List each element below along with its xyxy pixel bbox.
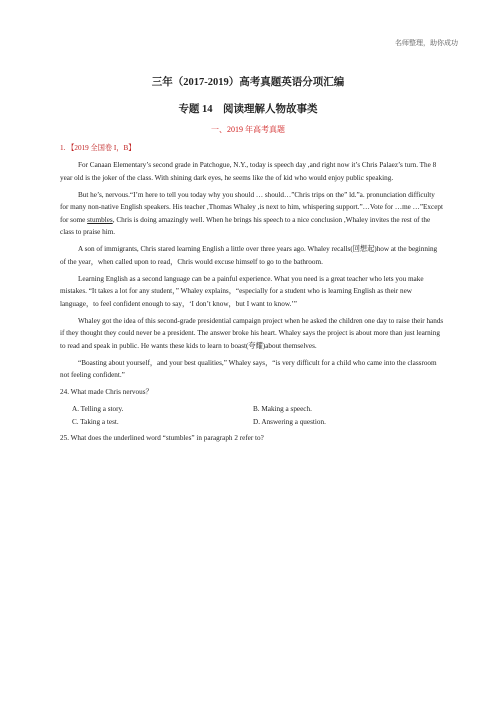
paragraph-3: A son of immigrants, Chris stared learning English a little over three years ago. Whaley recalls(回想起)how at the beginning of the year，when called upon to read，Chris would excuse himself to go to the bathroom. <box>60 245 438 266</box>
underlined-word: stumbles <box>87 215 113 224</box>
paragraph-1: For Canaan Elementary’s second grade in Patchogue, N.Y., today is speech day ,and right now it’s Chris Palaez’s turn. The 8 year old is the joker of the class. With shining dark eyes, he seems like the of kid who would enjoy public speaking. <box>60 161 437 182</box>
header-note: 名师整理，助你成功 <box>395 39 458 47</box>
option-c: C. Taking a test. <box>72 417 119 426</box>
section-heading: 一、2019 年高考真题 <box>211 125 285 134</box>
paragraph-2-part-a: But he’s, nervous.“I’m here to tell you today why you should … should…”Chris trips on the” ld.”a. pronunciation difficulty for many non-native English speakers. His teacher ,Thomas Whaley ,is next to him, whispering support.”…Vote for …me …”Except for some <box>60 190 443 224</box>
document-subtitle: 专题 14 阅读理解人物故事类 <box>178 104 318 115</box>
passage-body <box>60 142 444 449</box>
question-24-options <box>72 403 444 428</box>
question-24-stem: 24. What made Chris nervous？ <box>60 388 153 396</box>
option-b: B. Making a speech. <box>253 405 312 413</box>
document-title: 三年（2017-2019）高考真题英语分项汇编 <box>151 77 345 88</box>
question-25-stem: 25. What does the underlined word “stumbles” in paragraph 2 refer to? <box>60 434 264 442</box>
paragraph-6: “Boasting about yourself，and your best qualities,” Whaley says，“is very difficult for a child who came into the classroom not feeling confident.” <box>60 358 437 379</box>
option-a: A. Telling a story. <box>72 405 124 413</box>
paragraph-5: Whaley got the idea of this second-grade presidential campaign project when he asked the children one day to raise their hands if they thought they could never be a president. The answer broke his heart. Whaley says the project is about more than just learning to read and speak in public. He wants these kids to learn to boast(夸耀)about themselves. <box>60 316 444 350</box>
paragraph-2 <box>60 189 444 239</box>
question-tag: 1. 【2019 全国卷 I，B】 <box>60 144 136 152</box>
option-d: D. Answering a question. <box>253 417 326 426</box>
paragraph-2-part-b: , Chris is doing amazingly well. When he brings his speech to a nice conclusion ,Whaley invites the rest of the class to praise him. <box>60 215 431 236</box>
question-source-tag <box>60 142 444 155</box>
paragraph-4: Learning English as a second language can be a painful experience. What you need is a great teacher who lets you make mistakes. “It takes a lot for any student，” Whaley explains，“especially for a student who is learning English as their new language，to feel confident enough to say，‘I don’t know，but I want to know.’” <box>60 274 424 308</box>
